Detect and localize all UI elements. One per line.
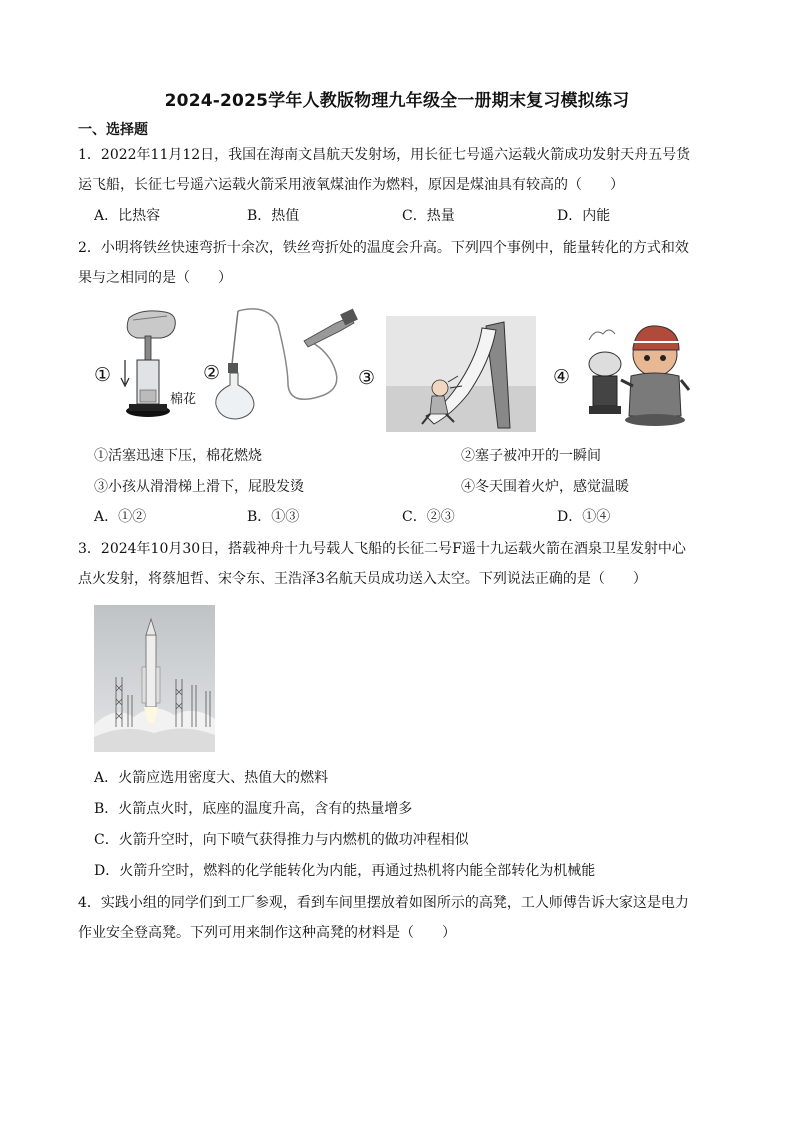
rocket-launch-photo	[94, 605, 215, 752]
q1-line2: 运飞船，长征七号遥六运载火箭采用液氧煤油作为燃料，原因是煤油具有较高的（ ）	[78, 177, 624, 193]
stove-child-figure	[585, 320, 695, 428]
q2-option-b: B．①③	[247, 509, 300, 525]
q2-caption-1: ①活塞迅速下压，棉花燃烧	[94, 448, 262, 464]
q3-line2: 点火发射，将蔡旭哲、宋令东、王浩泽3名航天员成功送入太空。下列说法正确的是（ ）	[78, 571, 647, 587]
q3-option-d: D．火箭升空时，燃料的化学能转化为内能，再通过热机将内能全部转化为机械能	[94, 863, 596, 879]
q2-caption-3: ③小孩从滑滑梯上滑下，屁股发烫	[94, 479, 304, 495]
q2-option-c: C．②③	[402, 509, 455, 525]
q3-line1: 3．2024年10月30日，搭载神舟十九号载人飞船的长征二号F遥十九运载火箭在酒泉卫星发射中心	[78, 541, 686, 557]
q2-option-d: D．①④	[557, 509, 611, 525]
flask-stopper-figure	[208, 305, 358, 420]
q2-option-a: A．①②	[94, 509, 147, 525]
fig-number-2: ②	[203, 362, 221, 384]
q3-option-a: A．火箭应选用密度大、热值大的燃料	[94, 770, 329, 786]
q4-line2: 作业安全登高凳。下列可用来制作这种高凳的材料是（ ）	[78, 925, 456, 941]
section-heading: 一、选择题	[78, 122, 148, 138]
cotton-label: 棉花	[170, 392, 197, 407]
q1-option-c: C．热量	[402, 208, 455, 224]
q1-option-b: B．热值	[247, 208, 300, 224]
q1-line1: 1．2022年11月12日，我国在海南文昌航天发射场，用长征七号遥六运载火箭成功发射天舟五号货	[78, 147, 691, 163]
page-title: 2024-2025学年人教版物理九年级全一册期末复习模拟练习	[164, 91, 630, 111]
q2-caption-2: ②塞子被冲开的一瞬间	[461, 448, 601, 464]
q2-caption-4: ④冬天围着火炉，感觉温暖	[461, 479, 629, 495]
q1-option-a: A．比热容	[94, 208, 161, 224]
slide-child-figure	[386, 316, 536, 432]
fig-number-3: ③	[358, 367, 376, 389]
q1-option-d: D．内能	[557, 208, 611, 224]
q2-line1: 2．小明将铁丝快速弯折十余次，铁丝弯折处的温度会升高。下列四个事例中，能量转化的方式和效	[78, 240, 689, 256]
q2-line2: 果与之相同的是（ ）	[78, 270, 232, 286]
fig-number-1: ①	[94, 364, 112, 386]
q3-option-c: C．火箭升空时，向下喷气获得推力与内燃机的做功冲程相似	[94, 832, 469, 848]
q3-option-b: B．火箭点火时，底座的温度升高，含有的热量增多	[94, 801, 413, 817]
q4-line1: 4．实践小组的同学们到工厂参观，看到车间里摆放着如图所示的高凳，工人师傅告诉大家这是电力	[78, 895, 689, 911]
fig-number-4: ④	[553, 366, 571, 388]
